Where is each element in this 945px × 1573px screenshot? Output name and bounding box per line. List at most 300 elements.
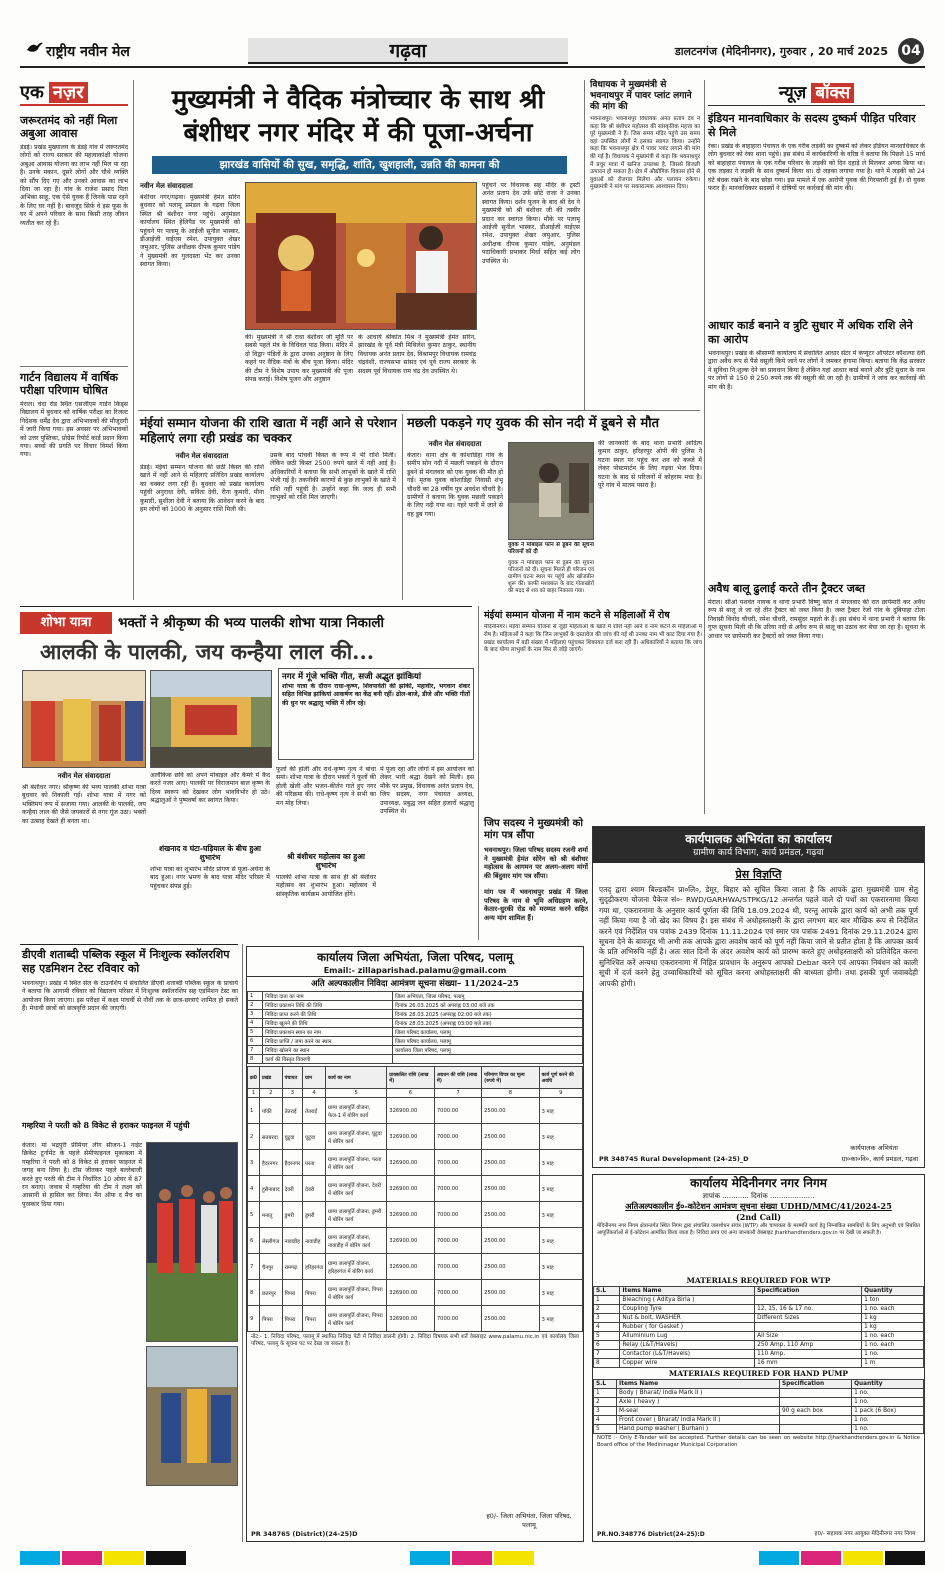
zila-info-row-cell: 4 <box>248 1019 263 1028</box>
zila-info-row-cell: निविदा प्रकाशन स्थान का नाम <box>263 1028 393 1037</box>
karyapalak-sign-1: कार्यपालक अभियंता <box>850 1144 898 1152</box>
zila-works-cell: 4 <box>248 1176 260 1202</box>
ek-nazar-item-1-headline: जरूरतमंद को नहीं मिला अबुआ आवास <box>20 114 118 140</box>
hand-pump-row <box>594 1398 924 1407</box>
wtp-row-cell: Different Sizes <box>755 1314 862 1323</box>
zila-notice-office: कार्यालय जिला अभियंता, जिला परिषद, पलामू <box>317 950 513 964</box>
news-box-title-b: बॉक्स <box>811 83 854 103</box>
zila-works-cell: ग्राम्य जलापूर्ति योजना, परता में बोरिंग कार्य <box>326 1150 387 1176</box>
swatch-cyan <box>20 1551 60 1565</box>
karyapalak-sign-2: ग्रा०का०वि०, कार्य प्रमंडल, गढ़वा <box>841 1155 918 1163</box>
wtp-materials-table <box>593 1286 924 1368</box>
page-number <box>898 38 924 64</box>
zila-works-cell: हुसैनाबाद <box>260 1176 283 1202</box>
zila-works-cell: नावाडीह <box>282 1228 303 1254</box>
hand-pump-row-cell: 3 <box>594 1407 617 1416</box>
ek-nazar-item-2-body: मेराल। चंदा रोड स्थित एसजीएम गार्डन किड्स विद्यालय में बुधवार को वार्षिक परीक्षा का रिजल्ट निदेशक धर्मेंद्र देव द्वारा अभिभावकों की मौजूदगी में जारी किया गया। इस अवसर पर अभिभावकों को उत्तर पुस्तिका, प्रोग्रेस रिपोर्ट कार्ड प्रदान किया गया। बच्चों की प्रगति पर विचार विमर्श किया गया। <box>20 401 128 459</box>
zila-works-cell: 3 माह <box>539 1280 582 1306</box>
wtp-row-header-cell: Specification <box>755 1287 862 1296</box>
swatch-magenta <box>62 1551 102 1565</box>
zila-works-cell: 7000.00 <box>434 1176 481 1202</box>
wtp-row-cell: 7 <box>594 1350 620 1359</box>
zila-works-cell: ग्राम्य जलापूर्ति योजना, घुटुवा में बोरिंग कार्य <box>326 1124 387 1150</box>
shobha-subhead: आलकी के पालकी, जय कन्हैया लाल की... <box>40 639 375 664</box>
wtp-row-cell: 6 <box>594 1341 620 1350</box>
zila-info-row-cell: 8 <box>248 1055 263 1064</box>
wtp-row-cell: 250 Amp, 110 Amp <box>755 1341 862 1350</box>
lead-body-4: पहुंचने पर विधायक सह मंदिर के ट्रस्टी अनंत प्रताप देव उर्फ छोटे राजा ने उनका स्वागत किया। दर्शन पूजन के बाद श्री देव ने मुख्यमंत्री को श्री बंशीधर जी की तस्वीर प्रदान कर स्वागत किया। मौके पर पलामू आईजी सुनील भास्कर, डीआईजी वाईएस रमेश, उपायुक्त शेखर जमुआर, पुलिस अधीक्षक दीपक कुमार पांडेय, अनुमंडल पदाधिकारी प्रभाकर मिर्धा सहित कई लोग उपस्थित थे। <box>482 182 580 265</box>
nagar-nigam-memo: ज्ञापांक ............ दिनांक .................... <box>702 1192 815 1200</box>
zila-works-cell: ग्राम्य जलापूर्ति योजना, पिपरा में बोरिंग कार्य <box>326 1280 387 1306</box>
wtp-row-cell: Copper wire <box>620 1359 755 1368</box>
cm-puja-photo <box>245 182 477 330</box>
zila-info-row-cell: जिला परिषद कार्यालय, पलामू <box>392 1028 582 1037</box>
zila-info-row <box>248 1001 583 1010</box>
hand-pump-row-header <box>594 1380 924 1389</box>
nagar-nigam-sign: ह0/- सहायक नगर आयुक्त मेदिनीनगर नगर निगम <box>814 1531 916 1537</box>
shobha-body-4: में पूजा रहा और लोगों में इस आयोजन को लेकर भारी श्रद्धा देखने को मिली। इस मौके पर प्रमुख, विधायक अनंत प्रताप देव, जिप सदस्य, नगर पंचायत अध्यक्ष, उपाध्यक्ष, प्रबुद्ध जन सहित हजारों श्रद्धालु उपस्थित थे। <box>380 766 474 816</box>
school-headline: डीएवी शताब्दी पब्लिक स्कूल में निःशुल्क स्कॉलरशिप सह एडमिशन टेस्ट रविवार को <box>22 948 230 975</box>
zila-works-cell: 3 माह <box>539 1202 582 1228</box>
zila-info-row <box>248 1028 583 1037</box>
zila-works-colnum-cell: 9 <box>539 1089 582 1098</box>
zila-works-colnum-cell: 3 <box>282 1089 303 1098</box>
lead-byline: नवीन मेल संवाददाता <box>140 182 193 190</box>
drown-body-2: युवक ने मोबाइल फोन से डूबने की सूचना परिजनों को दी। सूचना मिलते ही परिजन एवं ग्रामीण घटना स्थल पर पहुंचे और खोजबीन शुरू की। काफी मशक्कत के बाद गोताखोरों की मदद से शव को बाहर निकाला गया। <box>508 560 594 594</box>
zila-info-row-cell: निविदा प्राप्त करने की तिथि <box>263 1010 393 1019</box>
zila-notice-pr: PR 348765 (District)(24-25)D <box>251 1530 358 1538</box>
zila-info-row-cell: दिनांक 28.03.2025 (अपराह्न 03:00 बजे तक) <box>392 1019 582 1028</box>
zila-works-cell: 2500.00 <box>482 1124 539 1150</box>
zila-works-cell: डुमरी <box>303 1202 326 1228</box>
zila-works-cell: 3 माह <box>539 1150 582 1176</box>
wtp-row-cell: 1 kg <box>862 1323 924 1332</box>
side-story-headline: विधायक ने मुख्यमंत्री से भवनाथपुर में पावर प्लांट लगाने की मांग की <box>590 80 692 112</box>
zila-works-cell: सतबरवा <box>260 1124 283 1150</box>
nagar-nigam-call: (2nd Call) <box>736 1212 781 1222</box>
karyapalak-pr: PR 348745 Rural Development (24-25)_D <box>599 1155 749 1163</box>
zila-info-row <box>248 1019 583 1028</box>
cricket-photo <box>146 1142 238 1342</box>
zila-works-row-header-cell: परिमाण विपत्र का मूल्य (रुपये में) <box>482 1067 539 1089</box>
zila-works-cell: 6 <box>248 1228 260 1254</box>
zila-info-row-cell: दिनांक 28.03.2025 (अपराह्न 02:00 बजे तक) <box>392 1010 582 1019</box>
hand-pump-row-cell: 1 no. <box>852 1389 924 1398</box>
swatch-magenta-3 <box>801 1551 841 1565</box>
ek-nazar-title-a: एक <box>20 82 44 103</box>
wtp-row-header-cell: Items Name <box>620 1287 755 1296</box>
zila-works-cell: 2500.00 <box>482 1280 539 1306</box>
masthead-rule <box>20 66 925 68</box>
wtp-row-cell: 1 <box>594 1296 620 1305</box>
zila-notice-notes: नोट:- 1. निविदा परिषद, पलामू में स्थापित निविदा पेटी में निविदा डालनी होगी। 2. निविदा विषयक सभी शर्तें वेबसाइट www.palamu.nic.in एवं कार्यालय जिला परिषद, पलामू के सूचना पट पर देखा जा सकता है। <box>251 1334 579 1347</box>
ek-nazar-item-1-body: डंडई। प्रखंड मुख्यालय के डंडई गांव में जरूरतमंद लोगों को राज्य सरकार की महत्वाकांक्षी योजना अबुआ आवास योजना का लाभ नहीं मिल पा रहा है। उनके मकान, दूसरे लोगों और चौथे व्यक्ति को सौंप दिए गए और उनको आवास का लाभ दिया जा रहा है। गांव के राजेश प्रसाद पिता अभिका साहू, एक ऐसे युवक हैं जिनके पास रहने के लिए घर नहीं है। बावजूद सिर्फ़ वे इस फूस के घर में अपने परिवार के साथ किसी तरह जीवन व्यतीत कर रहे हैं। <box>20 144 128 227</box>
drown-headline: मछली पकड़ने गए युवक की सोन नदी में डूबने से मौत <box>407 416 660 431</box>
hand-pump-row-cell: Axle ( heavy ) <box>617 1398 780 1407</box>
drown-byline: नवीन मेल संवाददाता <box>428 440 482 448</box>
zila-works-row <box>248 1098 583 1124</box>
masthead <box>20 38 925 64</box>
zila-works-cell: 2500.00 <box>482 1176 539 1202</box>
zila-works-cell: रामगढ़ <box>282 1254 303 1280</box>
zila-info-row-cell: निविदा प्रकाशन तिथि की तिथि <box>263 1001 393 1010</box>
zila-works-row-header-cell: ग्राम <box>303 1067 326 1089</box>
zila-works-cell: 2500.00 <box>482 1150 539 1176</box>
hand-pump-row-cell <box>779 1416 851 1425</box>
karyapalak-office: कार्यपालक अभियंता का कार्यालय <box>685 832 832 846</box>
wtp-row-cell: 1 no. each <box>862 1332 924 1341</box>
zila-sadasya-body-1: भवनाथपुर। जिला परिषद सदस्य रजनी शर्मा ने मुख्यमंत्री हेमंत सोरेन को श्री बंशीधर महोत्सव के आगमन पर अलग-अलग मांगों की बिंदुवार मांग पत्र सौंपा। <box>484 846 588 880</box>
zila-works-row <box>248 1150 583 1176</box>
wtp-row-cell: 1 no. each <box>862 1341 924 1350</box>
wtp-row-cell: Alluminium Lug <box>620 1332 755 1341</box>
zila-works-cell: 3 माह <box>539 1228 582 1254</box>
maiyan-body-2: उसके बाद पांचवीं किस्त के रूप में भी राशि मिली। लेकिन छठी किस्त 2500 रुपये खाते में नहीं आई है। अधिकारियों ने बताया कि सभी लाभुकों के खाते में राशि भेजी गई है। तकनीकी कारणों से कुछ लाभुकों के खाते में राशि नहीं पहुंची है। उन्होंने कहा कि जल्द ही सभी लाभुकों को राशि मिल जाएगी। <box>270 452 396 502</box>
zila-works-cell: 326900.00 <box>387 1098 435 1124</box>
wtp-row-header-cell: Quantity <box>862 1287 924 1296</box>
nagar-nigam-intro: मेदिनीनगर नगर निगम क्षेत्रान्तर्गत स्थित निगम द्वारा संचालित जलशोधन संयंत्र (WTP) और चापाकल के मरम्मति कार्य हेतु निम्नांकित सामग्रियों के लिए अनुभवी एवं निबंधित आपूर्तिकर्ताओं से ई-कोटेशन आमंत्रित किया जाता है। निविदा प्रपत्र एवं अन्य जानकारी वेबसाइट jharkhandtenders.gov.in पर देखी जा सकती है। <box>597 1223 920 1236</box>
zila-info-row-cell: 5 <box>248 1028 263 1037</box>
swatch-cyan-2 <box>410 1551 450 1565</box>
hand-pump-row-cell: 1 no. <box>852 1398 924 1407</box>
swatch-yellow-3 <box>843 1551 883 1565</box>
zila-works-cell: पिपरा <box>260 1306 283 1332</box>
hand-pump-row-cell: 1 pack (6 Box) <box>852 1407 924 1416</box>
hand-pump-row-cell <box>779 1425 851 1434</box>
lead-strap <box>152 156 567 174</box>
zila-info-row-cell: 2 <box>248 1001 263 1010</box>
zila-works-cell: 7000.00 <box>434 1306 481 1332</box>
zila-works-colnum-cell: 1 <box>248 1089 260 1098</box>
wtp-row-cell: All Size <box>755 1332 862 1341</box>
zila-works-cell: मनातू <box>260 1202 283 1228</box>
side-story-body: भवनाथपुर। भवनाथपुर विधायक अनंत प्रताप देव ने कहा कि श्री बंशीधर महोत्सव की सांस्कृतिक महत्ता का पूरे मुख्यमंत्री ने हैं। जिस समय मंदिर पहुंचे उस समय वहां उपस्थित लोगों ने इसका स्वागत किया। उन्होंने कहा कि भवनाथपुर क्षेत्र में पावर प्लांट लगाने की मांग की गई है। विधायक ने मुख्यमंत्री से कहा कि भवनाथपुर में प्रचुर मात्रा में खनिज उपलब्ध है, जिससे बिजली उत्पादन हो सकता है। क्षेत्र में औद्योगिक विकास होने से युवाओं को रोजगार मिलेगा और पलायन रुकेगा। मुख्यमंत्री ने मांग पर सकारात्मक आश्वासन दिया। <box>590 116 700 191</box>
zila-works-colnum-cell: 4 <box>303 1089 326 1098</box>
hand-pump-row-header-cell: S.L <box>594 1380 617 1389</box>
zila-works-colnum-cell: 8 <box>482 1089 539 1098</box>
shobha-body-1: श्री बंशीधर नगर। श्रीकृष्ण की भव्य पालकी शोभा यात्रा बुधवार को निकाली गई। शोभा यात्रा में नगर को भक्तिमय रूप में सजाया गया। आलकी के पालकी, जय कन्हैया लाल की जैसे जयकारों से नगर गूंज उठा। भक्तों का उत्साह देखते ही बनता था। <box>22 784 146 825</box>
zila-works-cell: 7000.00 <box>434 1202 481 1228</box>
river-photo-caption: युवक ने मोबाइल फोन से डूबने की सूचना परिजनों को दी <box>508 542 594 555</box>
shobha-label <box>20 612 112 634</box>
section-title: गढ़वा <box>389 40 427 62</box>
color-registration-strip <box>20 1548 925 1568</box>
zila-works-row-header-cell: पंचायत <box>282 1067 303 1089</box>
divider-mid <box>138 410 700 411</box>
hand-pump-row <box>594 1425 924 1434</box>
wtp-row-cell: Nut & bolt, WASHER <box>620 1314 755 1323</box>
zila-info-row-cell: 1 <box>248 992 263 1001</box>
zila-works-cell: 326900.00 <box>387 1150 435 1176</box>
zila-notice <box>246 946 584 1542</box>
hand-pump-row-cell: Front cover ( Bharat/ India Mark II ) <box>617 1416 780 1425</box>
zila-works-cell: पिपरा <box>303 1280 326 1306</box>
hand-pump-row-cell: 2 <box>594 1398 617 1407</box>
zila-works-cell: 2500.00 <box>482 1254 539 1280</box>
zila-info-row-cell: 7 <box>248 1046 263 1055</box>
divider-school <box>20 944 238 945</box>
swatch-black-3 <box>885 1551 925 1565</box>
bird-logo-icon <box>26 40 44 59</box>
ek-nazar-column <box>20 80 128 600</box>
wtp-row-cell: Rubber ( for Gasket ) <box>620 1323 755 1332</box>
school-sub: गम्हरिया ने परती को 8 विकेट से हराकर फाइनल में पहुंची <box>22 1120 190 1130</box>
nagar-nigam-office: कार्यालय मेदिनीनगर नगर निगम <box>690 1176 827 1190</box>
karyapalak-sub: ग्रामीण कार्य विभाग, कार्य प्रमंडल, गढ़वा <box>693 848 824 858</box>
shobha-body-2b: शोभा यात्रा का शुभारंभ मंदिर प्रांगण से पूजा-अर्चना के बाद हुआ। नगर भ्रमण के बाद यात्रा मंदिर परिसर में पहुंचकर संपन्न हुई। <box>150 866 270 890</box>
hand-pump-row-cell: 5 <box>594 1425 617 1434</box>
zila-works-cell: हरिहरगंज <box>303 1254 326 1280</box>
news-box <box>708 80 925 820</box>
zila-works-row-header-cell: प्रखंड <box>260 1067 283 1089</box>
zila-works-cell: 7000.00 <box>434 1124 481 1150</box>
page-number-text: 04 <box>901 43 921 59</box>
lead-body-1: बंशीधर नगर/गढ़वा। मुख्यमंत्री हेमंत सोरेन बुधवार को पलामू प्रमंडल के गढ़वा जिला स्थित श्री बंशीधर नगर पहुंचे। अनुमंडल कार्यालय स्थित हेलिपैड पर मुख्यमंत्री को पहुंचने पर पलामू के आईजी सुनील भास्कर, डीआईजी वाईएस रमेश, उपायुक्त शेखर जमुआर, पुलिस अधीक्षक दीपक कुमार पांडेय ने मुख्यमंत्री का गुलदस्ता भेंट कर उनका स्वागत किया। <box>140 194 240 269</box>
karyapalak-header <box>593 827 924 863</box>
col-rule-left <box>133 80 134 600</box>
zila-info-row-cell: जिला परिषद कार्यालय, पलामू <box>392 1037 582 1046</box>
zila-works-cell: 7 <box>248 1254 260 1280</box>
zila-works-cell: नावाडीह <box>303 1228 326 1254</box>
swatch-yellow-2 <box>494 1551 534 1565</box>
wtp-row-cell: Contactor (L&T/Havels) <box>620 1350 755 1359</box>
hand-pump-row-cell: 1 no. <box>852 1416 924 1425</box>
lead-body-2: की। मुख्यमंत्री ने श्री राधा बंशीधर जी मूर्ति पर सबसे पहले मंत्र के विधिवत पाठ किया। मंदिर में दो विद्वान्‍ पंडितों के द्वारा उनका अनुष्ठान के लिए कहने पर वैदिक मंत्रों के बीच पूजा किया। मंदिर की टीम ने विशेष उपाय कर मुख्यमंत्री की पूजा संपन्न कराई। विशेष पूजन और अनुष्ठान <box>245 334 353 384</box>
news-box-item-2-headline: आधार कार्ड बनाने व त्रुटि सुधार में अधिक राशि लेने का आरोप <box>708 319 913 346</box>
nagar-nigam-title: अतिअल्पकालीन ई०-कोटेशन आमंत्रण सूचना संख्या UDHD/MMC/41/2024-25 <box>625 1201 892 1211</box>
zila-notice-sign: ह0/- जिला अभियंता, जिला परिषद, पलामू <box>486 1512 572 1529</box>
school-sub-body: केतार। मां भद्रपुरी प्रीमियर लीग सीजन-1 नाईट क्रिकेट टूर्नामेंट के पहले सेमीफाइनल मुकाबला में गम्हरिया ने परती को 8 विकेट से हराकर फाइनल में जगह बना लिया है। टॉस जीतकर पहले बल्लेबाजी करते हुए परती की टीम ने निर्धारित 10 ओवर में 87 रन बनाए। जवाब में गम्हरिया की टीम ने लक्ष्य को आसानी से हासिल कर लिया। मैन ऑफ द मैच का पुरस्कार दिया गया। <box>22 1142 142 1208</box>
shobha-body-2: अलौकिक छवि को अपने मोबाइल और कैमरे में कैद करते नजर आए। पालकी पर विराजमान बाल कृष्ण के दिव्य स्वरूप को देखकर लोग भावविभोर हो उठे। श्रद्धालुओं ने पुष्पवर्षा कर स्वागत किया। <box>150 772 270 805</box>
zila-works-cell: देवरी <box>282 1176 303 1202</box>
hand-pump-row-cell: Hand pump washer ( Burhani ) <box>617 1425 780 1434</box>
zila-works-row <box>248 1228 583 1254</box>
zila-works-row <box>248 1202 583 1228</box>
wtp-row-cell: 3 <box>594 1314 620 1323</box>
zila-info-row-cell: दिनांक 26.03.2025 को अपराह्न 03:00 बजे तक <box>392 1001 582 1010</box>
zila-works-cell: पिपरा <box>282 1306 303 1332</box>
zila-works-colnum-cell: 6 <box>387 1089 435 1098</box>
swatch-yellow <box>104 1551 144 1565</box>
zila-works-cell: 9 <box>248 1306 260 1332</box>
zila-works-row <box>248 1176 583 1202</box>
wtp-row-cell: 4 <box>594 1323 620 1332</box>
maiyan-brief-headline: मंईयां सम्मान योजना में नाम कटने से महिलाओं में रोष <box>484 610 670 621</box>
hand-pump-row <box>594 1389 924 1398</box>
zila-info-row-cell: जिला अभियंता, जिला परिषद, पलामू <box>392 992 582 1001</box>
zila-works-row-header-cell: प्राक्कलित राशि (लाख में) <box>387 1067 435 1089</box>
zila-works-cell: 7000.00 <box>434 1280 481 1306</box>
wtp-row-cell: 5 <box>594 1332 620 1341</box>
zila-info-row-cell: कार्य की विस्तृत विवरणी <box>263 1055 393 1064</box>
zila-works-cell: पिपरा <box>303 1306 326 1332</box>
zila-works-cell: 326900.00 <box>387 1176 435 1202</box>
news-box-item-2-body: भवनाथपुर। प्रखंड के श्रीसाम्यी कार्यालय में संचालित आधार सेंटर में कंप्यूटर ऑपरेटर कौशल्या देवी द्वारा अवैध रूप से पैसे वसूली किये जाने पर लोगों ने जमकर हंगामा किया। बताया कि केंद्र सरकार ने सुविधा नि:शुल्क देने का प्रावधान किया है लेकिन यहां आधार कार्ड बनाने और त्रुटि सुधार के नाम पर लोगों से 150 से 250 रुपये तक की वसूली की जा रही है। ग्रामीणों ने जांच कर कार्रवाई की मांग की है। <box>708 350 925 391</box>
swatch-magenta-2 <box>452 1551 492 1565</box>
karyapalak-notice-title: प्रेस विज्ञप्ति <box>735 868 782 881</box>
zila-works-cell: पाँकी <box>260 1098 283 1124</box>
zila-works-cell: हैदरनगर <box>282 1150 303 1176</box>
zila-works-colnum-cell: 5 <box>326 1089 387 1098</box>
ek-nazar-divider <box>20 366 128 367</box>
zila-works-cell: 2500.00 <box>482 1202 539 1228</box>
river-photo <box>508 442 594 540</box>
col-rule-maiyan <box>402 414 403 600</box>
zila-works-row-header-cell: क्र0 <box>248 1067 260 1089</box>
zila-works-cell: 326900.00 <box>387 1202 435 1228</box>
zila-works-colnum-row <box>248 1089 583 1098</box>
zila-works-cell: 3 माह <box>539 1176 582 1202</box>
zila-info-row-cell: कार्यालय जिला परिषद, पलामू <box>392 1046 582 1055</box>
zila-works-row <box>248 1124 583 1150</box>
zila-works-cell: 7000.00 <box>434 1254 481 1280</box>
wtp-row <box>594 1350 924 1359</box>
news-box-item-1-headline: इंडियन मानवाधिकार के सदस्य दुष्कर्म पीड़ित परिवार से मिले <box>708 112 916 139</box>
zila-works-cell: 326900.00 <box>387 1280 435 1306</box>
shobha-bullet-body: शोभा यात्रा के दौरान राधा-कृष्ण, शिवपार्वती की झांकी, महावीर, भगवान शंकर सहित विभिन्न झांकियां आकर्षण का केंद्र बनी रहीं। ढोल-बाजे, डीजे और भक्ति गीतों की धुन पर श्रद्धालु भक्ति में लीन रहे। <box>282 683 470 707</box>
zila-info-row <box>248 1037 583 1046</box>
news-box-item-3-body: मेराल। सीओ यशवंत नायक व थाना प्रभारी विष्णु कांत ने मंगलवार की रात छापेमारी कर अवैध रूप से बालू ले जा रहे तीन ट्रैक्टर को जब्त किया है। जब्त ट्रैक्टर रेजो गांव के दुबियाहा टोला निवासी विनोद चौधरी, रमेश चौधरी, रामसुंदर महतो के हैं। इस संबंध में थाना प्रभारी ने बताया कि गुप्त सूचना मिली थी कि उरिया नदी से अवैध रूप से बालू का उठाव कर बेचा जा रहा है। सूचना के आधार पर छापेमारी कर ट्रैक्टरों को जब्त किया गया। <box>708 599 925 640</box>
zila-works-row <box>248 1280 583 1306</box>
wtp-row <box>594 1314 924 1323</box>
zila-notice-email: Email:- zillaparishad.palamu@gmail.com <box>247 965 583 977</box>
shobha-bullet-head: नगर में गूंजे भक्ति गीत, सजी अद्भुत झांकियां <box>282 672 422 682</box>
zila-works-cell: 1 <box>248 1098 260 1124</box>
zila-works-cell: 3 माह <box>539 1124 582 1150</box>
zila-works-cell: घुटुवा <box>282 1124 303 1150</box>
zila-works-cell: चैनपुर <box>260 1254 283 1280</box>
hand-pump-row-cell: 4 <box>594 1416 617 1425</box>
zila-info-row <box>248 992 583 1001</box>
zila-works-cell: 2500.00 <box>482 1306 539 1332</box>
dateline: डालटनगंज (मेदिनीनगर), गुरुवार , 20 मार्च 2025 <box>674 45 888 58</box>
zila-works-cell: ग्राम्य जलापूर्ति योजना, हरिहरगंज में बोरिंग कार्य <box>326 1254 387 1280</box>
karyapalak-notice <box>592 826 925 1168</box>
zila-works-row <box>248 1306 583 1332</box>
hand-pump-row <box>594 1407 924 1416</box>
paper-name: राष्ट्रीय नवीन मेल <box>46 44 130 60</box>
col-rule-lead-right <box>584 80 585 410</box>
news-box-header <box>708 80 925 106</box>
wtp-row-cell: 1 m <box>862 1359 924 1368</box>
lead-body-3: के आचार्य श्रीकांत मिश्र ने मुख्यमंत्री हेमंत सोरेन, झारखंड के पूर्व मंत्री मिथिलेश कुमार ठाकुर, स्थानीय विधायक अनंत प्रताप देव, विश्रामपुर विधायक रामचंद्र चंद्रवंशी, राज्यसभा सांसद एवं पूर्व राज्य सरकार के सदस्य पूर्व विधायक राम चंद्र देव उपस्थित थे। <box>358 334 476 375</box>
maiyan-body-1: डंडई। मंईयां सम्मान योजना की छठी किस्त की राशि खाते में नहीं आने से महिलाएं प्रतिदिन प्रखंड कार्यालय का चक्कर लगा रही हैं। बुधवार को प्रखंड कार्यालय पहुंची अनुराधा देवी, सविता देवी, रीना कुमारी, मीना कुमारी, सुशीला देवी ने बताया कि आवेदन करने के बाद हम लोगों को 1000 के अनुसार राशि मिली थी। <box>140 464 264 514</box>
wtp-row-cell: 12, 15, 16 & 17 no. <box>755 1305 862 1314</box>
zila-works-cell: घुटुवा <box>303 1124 326 1150</box>
lead-headline: मुख्यमंत्री ने वैदिक मंत्रोच्चार के साथ श्री बंशीधर नगर मंदिर में की पूजा-अर्चना <box>171 85 545 148</box>
wtp-row <box>594 1341 924 1350</box>
zila-works-cell: हैदरनगर <box>260 1150 283 1176</box>
shobha-headline: भक्तों ने श्रीकृष्ण की भव्य पालकी शोभा यात्रा निकाली <box>118 615 384 631</box>
shobha-body-3: फूलों की होली और राधे-कृष्ण नृत्य ने बांधा समां। शोभा यात्रा के दौरान भक्तों ने फूलों की होली खेली और भजन-कीर्तन गाते हुए नगर की परिक्रमा की। राधे-कृष्ण नृत्य ने सभी का मन मोह लिया। <box>276 766 376 807</box>
news-box-title-a: न्यूज़ <box>778 83 807 103</box>
zila-works-cell: 5 <box>248 1202 260 1228</box>
shobha-byline: नवीन मेल संवाददाता <box>57 772 111 780</box>
swatch-cyan-3 <box>759 1551 799 1565</box>
wtp-row <box>594 1359 924 1368</box>
zila-info-row-cell: निविदा खुलने की तिथि <box>263 1019 393 1028</box>
zila-works-cell: 3 माह <box>539 1098 582 1124</box>
wtp-row-cell <box>755 1323 862 1332</box>
zila-works-row-header <box>248 1067 583 1089</box>
nagar-nigam-hp-title: MATERIALS REQUIRED FOR HAND PUMP <box>668 1369 849 1378</box>
zila-works-cell: 3 <box>248 1150 260 1176</box>
wtp-row <box>594 1323 924 1332</box>
wtp-row-cell: 110 Amp. <box>755 1350 862 1359</box>
zila-works-cell: ग्राम्य जलापूर्ति योजना, डुमरी में बोरिंग कार्य <box>326 1202 387 1228</box>
zila-works-cell: ग्राम्य जलापूर्ति योजना, नावाडीह में बोरिंग कार्य <box>326 1228 387 1254</box>
news-box-item-3-headline: अवैध बालू ढुलाई करते तीन ट्रैक्टर जब्त <box>708 582 865 595</box>
swatch-black <box>146 1551 186 1565</box>
zila-info-row <box>248 1055 583 1064</box>
wtp-row-cell: 16 mm <box>755 1359 862 1368</box>
shobha-body-3b: पालकी शोभा यात्रा के साथ ही श्री बंशीधर महोत्सव का शुभारंभ हुआ। महोत्सव में सांस्कृतिक कार्यक्रम आयोजित होंगे। <box>276 874 376 898</box>
zila-works-cell: 326900.00 <box>387 1306 435 1332</box>
zila-works-cell: परता <box>303 1150 326 1176</box>
drown-body-1: केतार। थाना क्षेत्र के कोशाडिहा गांव के समीप सोन नदी में मछली पकड़ने के दौरान डूबने से मंगलवार को एक युवक की मौत हो गई। मृतक युवक कोशाडिहा निवासी शंभू चौधरी का 28 वर्षीय पुत्र अवधेश चौधरी है। ग्रामीणों ने बताया कि युवक मछली पकड़ने के लिए नदी गया था। गहरे पानी में जाने से वह डूब गया। <box>407 452 503 518</box>
wtp-row-cell: Relay (L&T/Havels) <box>620 1341 755 1350</box>
shobha-body-2-sub: शंखनाद व घंटा-घड़ियाल के बीच हुआ शुभारंभ <box>159 844 261 862</box>
section-banner <box>248 38 568 64</box>
hand-pump-row <box>594 1416 924 1425</box>
hand-pump-row-cell <box>779 1389 851 1398</box>
hand-pump-row-header-cell: Specification <box>779 1380 851 1389</box>
zila-sadasya-body-2: मांग पत्र में भवनाथपुर प्रखंड में जिला परिषद के नाम से भूमि अधिग्रहण करने, केतार-धुरकी रोड को मरम्मत करने सहित अन्य मांग शामिल हैं। <box>484 888 588 922</box>
zila-works-table <box>247 1066 583 1332</box>
divider-shobha <box>20 606 472 607</box>
hand-pump-row-cell <box>779 1398 851 1407</box>
wtp-row-cell: 1 no. each <box>862 1305 924 1314</box>
wtp-row-cell: 1 ton <box>862 1296 924 1305</box>
zila-works-cell: 3 माह <box>539 1254 582 1280</box>
zila-works-cell: तेतराईं <box>303 1098 326 1124</box>
procession-photo-2 <box>150 670 272 768</box>
karyapalak-footer <box>599 1143 918 1163</box>
zila-sadasya-headline: जिप सदस्य ने मुख्यमंत्री को मांग पत्र सौंपा <box>484 818 583 841</box>
school-body: भवनाथपुर। प्रखंड में स्थित सेल के टाउनशिप में संचालित डीएवी शताब्दी पब्लिक स्कूल के प्राचार्य ने बताया कि आगामी रविवार को विद्यालय परिसर में निःशुल्क स्कॉलरशिप सह एडमिशन टेस्ट का आयोजन किया जाएगा। इस परीक्षा में कक्षा पांचवीं से नौवीं तक के छात्र-छात्राएं शामिल हो सकते हैं। मेधावी छात्रों को छात्रवृत्ति प्रदान की जाएगी। <box>22 980 238 1013</box>
zila-works-cell: 3 माह <box>539 1306 582 1332</box>
maiyan-headline: मंईयां सम्मान योजना की राशि खाता में नहीं आने से परेशान महिलाएं लगा रही प्रखंड का चक्कर <box>140 416 397 445</box>
drown-body-3: की जानकारी के बाद थाना प्रभारी आदित्य कुमार ठाकुर, हरिहरपुर ओपी की पुलिस ने घटना स्थल पर पहुंच कर शव को कब्जे में लेकर पोस्टमार्टम के लिए गढ़वा भेज दिया। घटना के बाद से परिजनों में कोहराम मचा है। पूरे गांव में मातम पसरा है। <box>598 440 702 490</box>
zila-works-row <box>248 1254 583 1280</box>
nagar-nigam-notice <box>592 1174 925 1542</box>
zila-works-cell: डुमरी <box>282 1202 303 1228</box>
wtp-row <box>594 1305 924 1314</box>
zila-works-cell: 2 <box>248 1124 260 1150</box>
ek-nazar-item-2-headline: गार्टन विद्यालय में वार्षिक परीक्षा परिणाम घोषित <box>20 371 118 397</box>
zila-works-cell: 2500.00 <box>482 1228 539 1254</box>
cricket-photo-2 <box>146 1346 238 1486</box>
zila-works-cell: लेस्लीगंज <box>260 1228 283 1254</box>
hand-pump-row-cell: 90 g each box <box>779 1407 851 1416</box>
wtp-row-header-cell: S.L <box>594 1287 620 1296</box>
wtp-row-cell: 8 <box>594 1359 620 1368</box>
wtp-row-header <box>594 1287 924 1296</box>
shobha-label-text: शोभा यात्रा <box>40 615 92 630</box>
wtp-row-cell: Bleaching ( Aditya Birla ) <box>620 1296 755 1305</box>
procession-photo-1 <box>22 670 146 768</box>
zila-works-row-header-cell: कार्य का नाम <box>326 1067 387 1089</box>
zila-works-cell: 326900.00 <box>387 1254 435 1280</box>
zila-info-row <box>248 1046 583 1055</box>
hand-pump-row-cell: M-seal <box>617 1407 780 1416</box>
zila-works-cell: ग्राम्य जलापूर्ति योजना, देवरी में बोरिंग कार्य <box>326 1176 387 1202</box>
col-rule-shobha <box>478 606 479 940</box>
wtp-row-cell: Coupling Tyre <box>620 1305 755 1314</box>
col-rule-news-box <box>704 80 705 814</box>
hand-pump-row-cell: 1 no. <box>852 1425 924 1434</box>
lead-strap-text: झारखंड वासियों की सुख, समृद्धि, शांति, खुशहाली, उन्नति की कामना की <box>219 159 500 171</box>
